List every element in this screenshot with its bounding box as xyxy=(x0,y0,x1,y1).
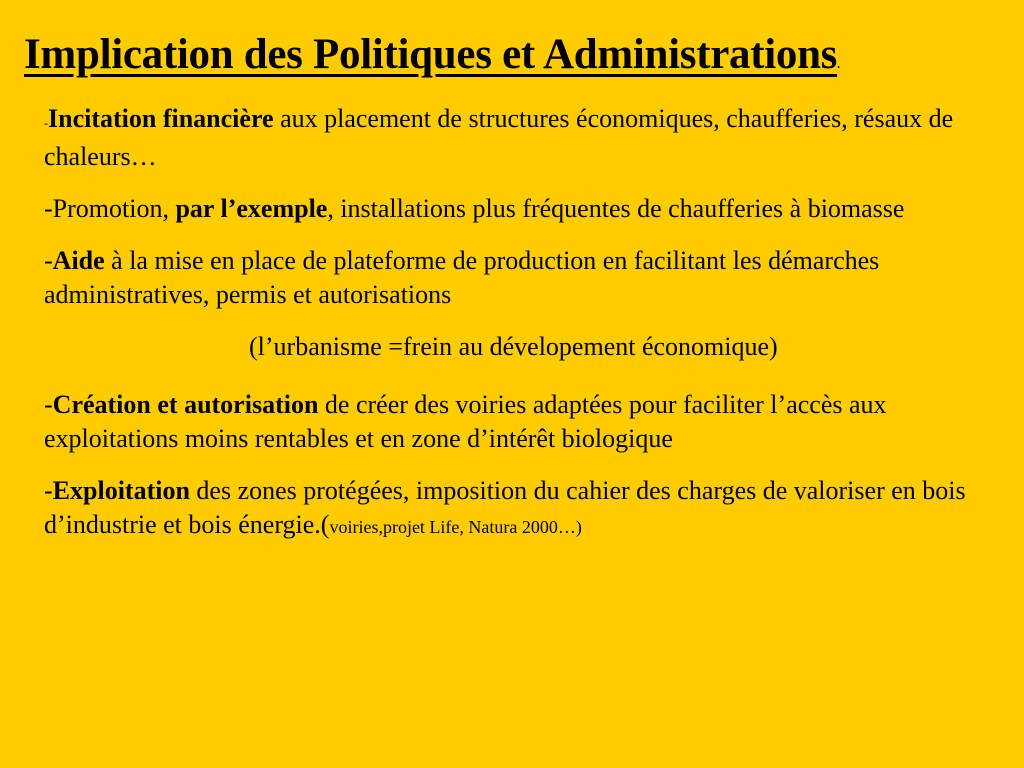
paragraph-text: (l’urbanisme =frein au dévelopement économique) xyxy=(249,332,778,361)
paragraph-text: aux placement de structures économiques, chaufferies, résaux de chaleurs… xyxy=(44,104,954,171)
slide-title-block xyxy=(24,30,1014,79)
emphasis-text: Aide xyxy=(52,246,105,275)
paragraph-text: des zones protégées, imposition du cahier des charges de valoriser en bois d’industrie et bois énergie.( xyxy=(44,476,966,539)
paragraph-text: de créer des voiries adaptées pour faciliter l’accès aux exploitations moins rentables et en zone d’intérêt biologique xyxy=(44,390,887,453)
paragraph-small-text: voiries,projet Life, Natura 2000…) xyxy=(329,517,582,537)
paragraph-aid xyxy=(44,244,994,312)
paragraph-urbanism-note xyxy=(44,330,994,364)
bullet-dash: - xyxy=(44,476,53,505)
bullet-dash: - xyxy=(44,246,53,275)
slide-body xyxy=(44,102,994,562)
bullet-dash: - xyxy=(44,116,48,130)
bullet-dash: - xyxy=(44,390,53,419)
emphasis-text: par l’exemple xyxy=(175,194,328,223)
paragraph-text: à la mise en place de plateforme de production en facilitant les démarches administratives, permis et autorisations xyxy=(44,246,880,309)
title-trailing-mark: . xyxy=(837,57,841,71)
paragraph-exploitation xyxy=(44,474,994,544)
paragraph-financial-incentive xyxy=(44,102,994,174)
slide-title: Implication des Politiques et Administrations xyxy=(24,31,838,78)
paragraph-lead: -Promotion, xyxy=(44,194,176,223)
emphasis-text: Création et autorisation xyxy=(52,390,319,419)
paragraph-creation xyxy=(44,388,994,456)
emphasis-text: Exploitation xyxy=(52,476,190,505)
paragraph-text: , installations plus fréquentes de chaufferies à biomasse xyxy=(327,194,905,223)
paragraph-promotion xyxy=(44,192,994,226)
emphasis-text: Incitation financière xyxy=(48,104,274,133)
